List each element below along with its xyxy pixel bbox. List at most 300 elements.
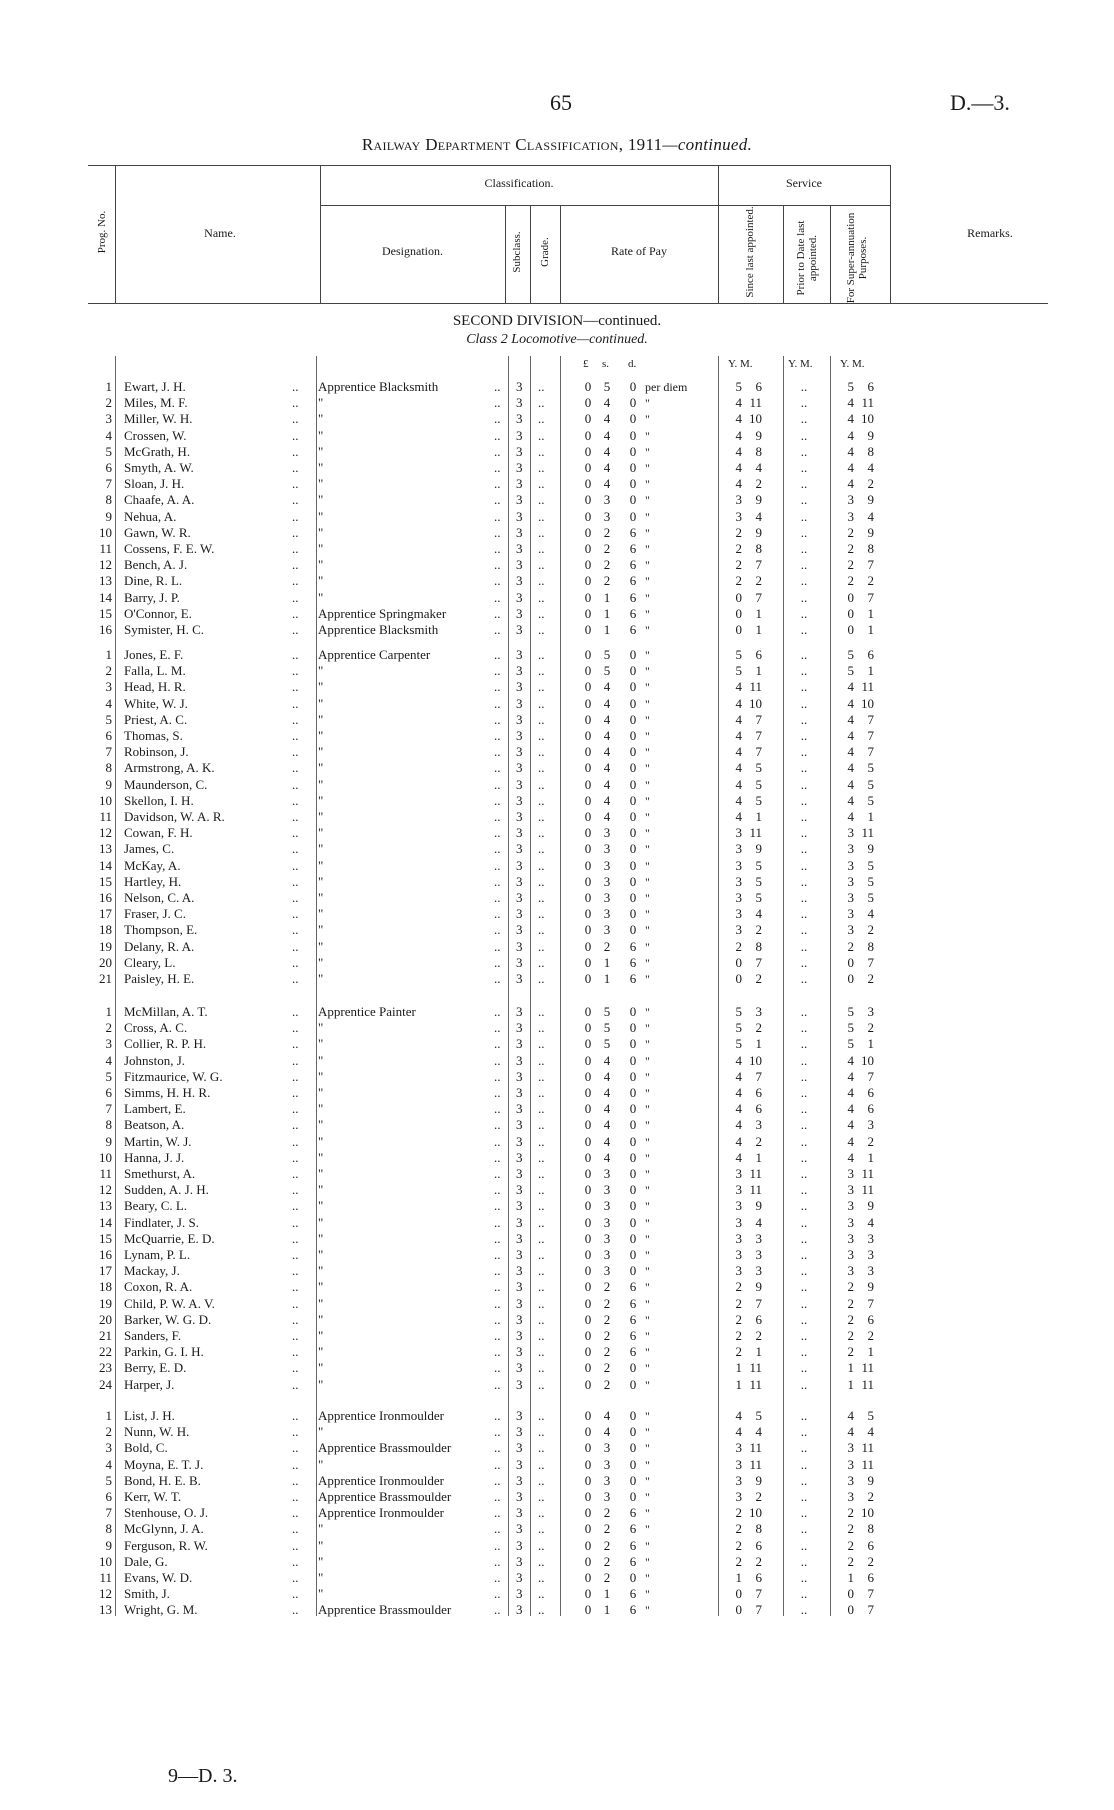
designation: " [318,890,324,905]
subclass: 3 [516,1602,523,1618]
pay-unit: " [645,729,650,743]
since-years: 4 [735,460,742,475]
designation: " [318,1052,324,1068]
pay-shillings: 1 [603,1586,611,1602]
pay-unit: " [645,1329,650,1343]
pay-shillings: 2 [603,1295,611,1311]
prog-number: 4 [105,1456,112,1472]
leader-dots: .. [800,589,808,605]
pay-shillings: 3 [603,1472,611,1488]
header-rule-mid [320,205,890,206]
leader-dots: .. [800,792,808,808]
designation: " [318,906,324,922]
leader-dots: .. [800,890,808,905]
since-years: 4 [735,728,742,743]
since-months: 8 [755,541,762,556]
leader-dots: .. [292,1424,299,1440]
prog-number: 13 [99,841,112,857]
pay-shillings: 2 [603,1553,611,1569]
leader-dots: .. [292,622,299,637]
super-years: 4 [847,460,854,475]
prog-number: 16 [99,622,112,637]
leader-dots: .. [494,695,501,711]
service-header: Service [786,176,822,190]
leader-dots: .. [538,1117,545,1133]
since-months: 11 [749,1166,762,1181]
prog-number: 11 [99,1166,112,1181]
prog-number: 1 [105,1408,112,1423]
header-rule-top [88,165,890,166]
pay-pence: 0 [629,1117,637,1133]
super-years: 4 [847,776,854,792]
leader-dots: .. [538,825,545,841]
pay-pence: 6 [629,1602,637,1618]
pay-unit: " [645,1037,650,1052]
since-years: 4 [735,1424,742,1440]
super-years: 4 [847,760,854,776]
leader-dots: .. [494,728,501,743]
since-years: 4 [735,760,742,776]
leader-dots: .. [494,1117,501,1133]
super-years: 4 [847,1052,854,1068]
leader-dots: .. [538,379,545,394]
leader-dots: .. [538,1263,545,1279]
super-years: 0 [847,1602,854,1618]
leader-dots: .. [292,1004,299,1019]
leader-dots: .. [538,1456,545,1472]
pay-unit: " [645,842,650,857]
table-row [0,696,1114,712]
leader-dots: .. [800,1570,808,1585]
leader-dots: .. [292,695,299,711]
pay-pence: 0 [629,1004,637,1019]
leader-dots: .. [494,873,501,889]
prog-number: 12 [99,1182,112,1198]
prog-number: 16 [99,1247,112,1262]
leader-dots: .. [538,1230,545,1246]
pay-pounds: 0 [584,557,592,573]
since-years: 2 [735,1553,742,1569]
leader-dots: .. [800,1424,808,1440]
pay-pounds: 0 [584,809,592,824]
leader-dots: .. [538,1328,545,1343]
table-row [0,890,1114,906]
pay-pence: 0 [629,492,637,508]
since-months: 11 [749,1440,762,1456]
leader-dots: .. [800,938,808,954]
employee-name: Beatson, A. [124,1117,185,1133]
designation: " [318,443,324,459]
pay-pounds: 0 [584,443,592,459]
pay-pence: 0 [629,1182,637,1198]
employee-name: O'Connor, E. [124,605,192,621]
employee-name: Cleary, L. [124,954,176,970]
employee-name: Head, H. R. [124,679,186,695]
designation: " [318,922,324,938]
prog-number: 12 [99,825,112,841]
pay-shillings: 4 [603,1133,611,1149]
table-row [0,906,1114,922]
subclass: 3 [516,890,523,905]
super-years: 0 [847,589,854,605]
leader-dots: .. [800,1004,808,1019]
super-years: 2 [847,1553,854,1569]
since-years: 2 [735,524,742,540]
super-years: 2 [847,938,854,954]
pay-pounds: 0 [584,776,592,792]
leader-dots: .. [538,508,545,524]
pay-shillings: 2 [603,1328,611,1343]
prog-number: 4 [105,695,112,711]
since-years: 2 [735,1295,742,1311]
table-row [0,1457,1114,1473]
designation: " [318,1521,324,1537]
since-years: 3 [735,1247,742,1262]
employee-name: Smyth, A. W. [124,460,194,475]
leader-dots: .. [292,1068,299,1084]
leader-dots: .. [800,1505,808,1521]
leader-dots: .. [538,1376,545,1392]
pay-pounds: 0 [584,1101,592,1117]
table-row [0,1020,1114,1036]
super-months: 1 [867,1036,874,1052]
prog-number: 7 [105,1101,112,1117]
table-row [0,1053,1114,1069]
since-months: 4 [755,1214,762,1230]
super-months: 7 [867,589,874,605]
leader-dots: .. [800,1230,808,1246]
leader-dots: .. [292,379,299,394]
employee-name: Ewart, J. H. [124,379,186,394]
leader-dots: .. [800,541,808,556]
super-years: 2 [847,1344,854,1360]
employee-name: Coxon, R. A. [124,1279,193,1295]
since-years: 3 [735,1214,742,1230]
pay-pence: 6 [629,1279,637,1295]
leader-dots: .. [800,906,808,922]
super-months: 1 [867,809,874,824]
leader-dots: .. [292,427,299,443]
pay-shillings: 4 [603,411,611,427]
pay-unit: " [645,712,650,727]
pay-pounds: 0 [584,841,592,857]
designation: " [318,557,324,573]
designation: Apprentice Blacksmith [318,622,439,637]
table-row [0,1377,1114,1393]
leader-dots: .. [494,508,501,524]
leader-dots: .. [538,1052,545,1068]
leader-dots: .. [292,1295,299,1311]
pay-shillings: 3 [603,906,611,922]
designation: " [318,1570,324,1585]
super-years: 4 [847,1133,854,1149]
leader-dots: .. [292,841,299,857]
prog-number: 9 [105,776,112,792]
employee-name: Gawn, W. R. [124,524,191,540]
super-months: 2 [867,1020,874,1036]
since-years: 2 [735,1311,742,1327]
pay-unit: " [645,1102,650,1117]
pay-pounds: 0 [584,711,592,727]
subclass: 3 [516,1537,523,1553]
table-row [0,1296,1114,1312]
since-years: 4 [735,1408,742,1423]
pay-pounds: 0 [584,906,592,922]
pay-shillings: 4 [603,1085,611,1100]
subclass: 3 [516,1133,523,1149]
leader-dots: .. [538,760,545,776]
pay-shillings: 3 [603,492,611,508]
since-months: 9 [755,1279,762,1295]
leader-dots: .. [292,1570,299,1585]
leader-dots: .. [538,1279,545,1295]
leader-dots: .. [800,379,808,394]
subclass: 3 [516,841,523,857]
leader-dots: .. [538,1068,545,1084]
pay-pence: 0 [629,1440,637,1456]
super-months: 11 [861,1166,874,1181]
super-years: 4 [847,1085,854,1100]
unit-pence: d. [628,358,637,370]
super-months: 5 [867,857,874,873]
leader-dots: .. [292,1521,299,1537]
subclass: 3 [516,1472,523,1488]
since-months: 6 [755,647,762,662]
pay-pounds: 0 [584,663,592,679]
document-code: D.—3. [950,90,1010,115]
pay-unit: " [645,923,650,938]
leader-dots: .. [494,573,501,589]
designation: " [318,1328,324,1343]
prog-number: 10 [99,792,112,808]
since-years: 3 [735,825,742,841]
pay-unit: " [645,1554,650,1569]
since-years: 5 [735,379,742,394]
pay-pounds: 0 [584,1602,592,1618]
prog-number: 1 [105,379,112,394]
since-years: 0 [735,971,742,986]
pay-pence: 6 [629,1295,637,1311]
table-row [0,1473,1114,1489]
subclass: 3 [516,792,523,808]
designation: " [318,792,324,808]
super-months: 4 [867,906,874,922]
pay-pounds: 0 [584,1344,592,1360]
leader-dots: .. [800,492,808,508]
prog-no-header: Prog. No. [96,210,108,254]
leader-dots: .. [538,492,545,508]
prog-number: 3 [105,1440,112,1456]
leader-dots: .. [292,938,299,954]
pay-unit: " [645,1167,650,1181]
pay-pence: 6 [629,1328,637,1343]
since-months: 7 [755,589,762,605]
prog-number: 8 [105,760,112,776]
employee-name: Findlater, J. S. [124,1214,199,1230]
pay-pence: 6 [629,622,637,637]
subclass: 3 [516,541,523,556]
pay-shillings: 2 [603,1279,611,1295]
pay-shillings: 4 [603,1117,611,1133]
prog-number: 13 [99,573,112,589]
leader-dots: .. [292,1263,299,1279]
pay-pence: 6 [629,1344,637,1360]
leader-dots: .. [292,1408,299,1423]
table-row [0,1279,1114,1295]
super-years: 4 [847,1424,854,1440]
employee-name: Evans, W. D. [124,1570,193,1585]
pay-unit: " [645,1296,650,1311]
employee-name: Robinson, J. [124,744,189,760]
pay-pence: 0 [629,1247,637,1262]
since-months: 2 [755,573,762,589]
pay-shillings: 1 [603,605,611,621]
pay-pounds: 0 [584,508,592,524]
pay-shillings: 3 [603,1247,611,1262]
pay-shillings: 2 [603,938,611,954]
leader-dots: .. [292,1489,299,1504]
leader-dots: .. [800,1279,808,1295]
pay-shillings: 3 [603,841,611,857]
table-row [0,1182,1114,1198]
super-years: 4 [847,443,854,459]
since-months: 2 [755,1328,762,1343]
leader-dots: .. [538,541,545,556]
pay-pounds: 0 [584,1408,592,1423]
pay-unit: " [645,761,650,776]
since-months: 1 [755,1344,762,1360]
pay-shillings: 1 [603,622,611,637]
leader-dots: .. [538,1036,545,1052]
pay-shillings: 4 [603,1408,611,1423]
prog-number: 7 [105,1505,112,1521]
super-years: 5 [847,1004,854,1019]
leader-dots: .. [538,589,545,605]
leader-dots: .. [800,1182,808,1198]
leader-dots: .. [538,809,545,824]
table-row [0,825,1114,841]
leader-dots: .. [538,1424,545,1440]
leader-dots: .. [538,1247,545,1262]
pay-unit: " [645,558,650,573]
pay-shillings: 3 [603,1230,611,1246]
leader-dots: .. [494,443,501,459]
leader-dots: .. [292,954,299,970]
super-years: 0 [847,971,854,986]
employee-name: Wright, G. M. [124,1602,198,1618]
pay-pounds: 0 [584,589,592,605]
leader-dots: .. [494,744,501,760]
since-months: 7 [755,728,762,743]
since-years: 3 [735,1456,742,1472]
since-months: 2 [755,971,762,986]
pay-shillings: 5 [603,1036,611,1052]
pay-unit: " [645,1005,650,1019]
super-months: 8 [867,1521,874,1537]
leader-dots: .. [800,1214,808,1230]
super-months: 11 [861,1360,874,1376]
since-months: 2 [755,922,762,938]
subclass: 3 [516,379,523,394]
since-years: 0 [735,1586,742,1602]
super-months: 3 [867,1230,874,1246]
pay-pence: 0 [629,647,637,662]
table-row [0,1069,1114,1085]
subclass: 3 [516,492,523,508]
pay-pence: 0 [629,1101,637,1117]
super-months: 2 [867,1133,874,1149]
employee-name: Fraser, J. C. [124,906,186,922]
super-years: 1 [847,1360,854,1376]
pay-pence: 0 [629,825,637,841]
designation: " [318,1360,324,1376]
pay-shillings: 3 [603,1440,611,1456]
leader-dots: .. [538,1198,545,1214]
since-years: 4 [735,1052,742,1068]
pay-shillings: 3 [603,922,611,938]
since-years: 3 [735,841,742,857]
employee-name: Falla, L. M. [124,663,186,679]
pay-shillings: 4 [603,695,611,711]
super-months: 3 [867,1263,874,1279]
pay-pence: 0 [629,1149,637,1165]
subclass: 3 [516,776,523,792]
table-row [0,874,1114,890]
pay-unit: " [645,1069,650,1084]
subclass: 3 [516,711,523,727]
leader-dots: .. [800,1085,808,1100]
subclass: 3 [516,873,523,889]
since-months: 5 [755,890,762,905]
designation: " [318,760,324,776]
leader-dots: .. [292,1133,299,1149]
pay-shillings: 4 [603,1424,611,1440]
super-months: 7 [867,1586,874,1602]
pay-unit: " [645,574,650,589]
super-years: 3 [847,841,854,857]
super-years: 4 [847,1101,854,1117]
leader-dots: .. [800,427,808,443]
super-months: 4 [867,508,874,524]
super-years: 4 [847,695,854,711]
pay-unit: " [645,477,650,492]
super-months: 4 [867,1424,874,1440]
super-months: 7 [867,557,874,573]
leader-dots: .. [494,460,501,475]
prog-number: 3 [105,411,112,427]
employee-name: Lambert, E. [124,1101,186,1117]
designation: Apprentice Brassmoulder [318,1602,452,1618]
leader-dots: .. [494,1440,501,1456]
leader-dots: .. [538,476,545,492]
leader-dots: .. [494,1085,501,1100]
classification-header: Classification. [484,176,554,190]
super-years: 5 [847,379,854,394]
pay-shillings: 2 [603,1570,611,1585]
header-divider [830,205,831,303]
leader-dots: .. [292,776,299,792]
pay-pounds: 0 [584,1537,592,1553]
prog-number: 13 [99,1602,112,1618]
since-years: 4 [735,476,742,492]
designation: Apprentice Ironmoulder [318,1472,444,1488]
leader-dots: .. [800,873,808,889]
pay-pence: 0 [629,1166,637,1181]
pay-unit: " [645,1264,650,1279]
prog-number: 11 [99,541,112,556]
since-years: 2 [735,573,742,589]
designation: " [318,1376,324,1392]
